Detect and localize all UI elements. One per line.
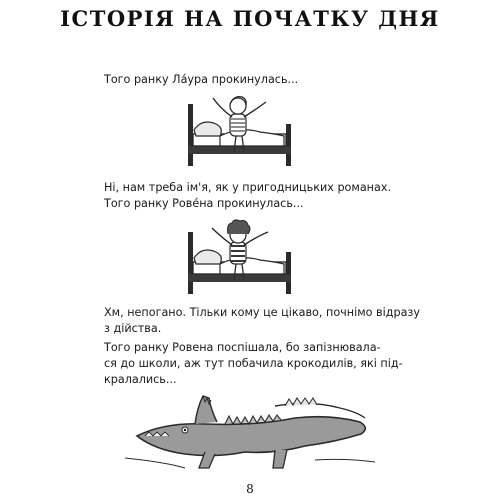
girl-waking-illustration (180, 218, 300, 298)
text-line: Того ранку Ла́ура прокинулась... (104, 73, 299, 86)
text-line: Ні, нам треба ім'я, як у пригодницьких романах. (104, 181, 392, 194)
text-line: Того ранку Ровена поспішала, бо запізнювала- (104, 341, 381, 354)
text-line: з дійства. (104, 322, 162, 335)
text-line: Хм, непогано. Тільки кому це цікаво, почнімо відразу (104, 306, 421, 319)
girl-waking-illustration (180, 90, 300, 170)
paragraph-3 (104, 305, 421, 337)
paragraph-1 (104, 72, 404, 88)
paragraph-2 (104, 180, 404, 212)
paragraph-4 (104, 340, 404, 388)
text-line: кралались... (104, 373, 177, 386)
page-number: 8 (246, 482, 254, 496)
chapter-title: ІСТОРІЯ НА ПОЧАТКУ ДНЯ (60, 6, 440, 31)
crocodile-illustration (125, 388, 375, 478)
text-line: ся до школи, аж тут побачила крокодилів, які під- (104, 357, 403, 370)
text-line: Того ранку Рове́на прокинулась... (104, 197, 304, 210)
